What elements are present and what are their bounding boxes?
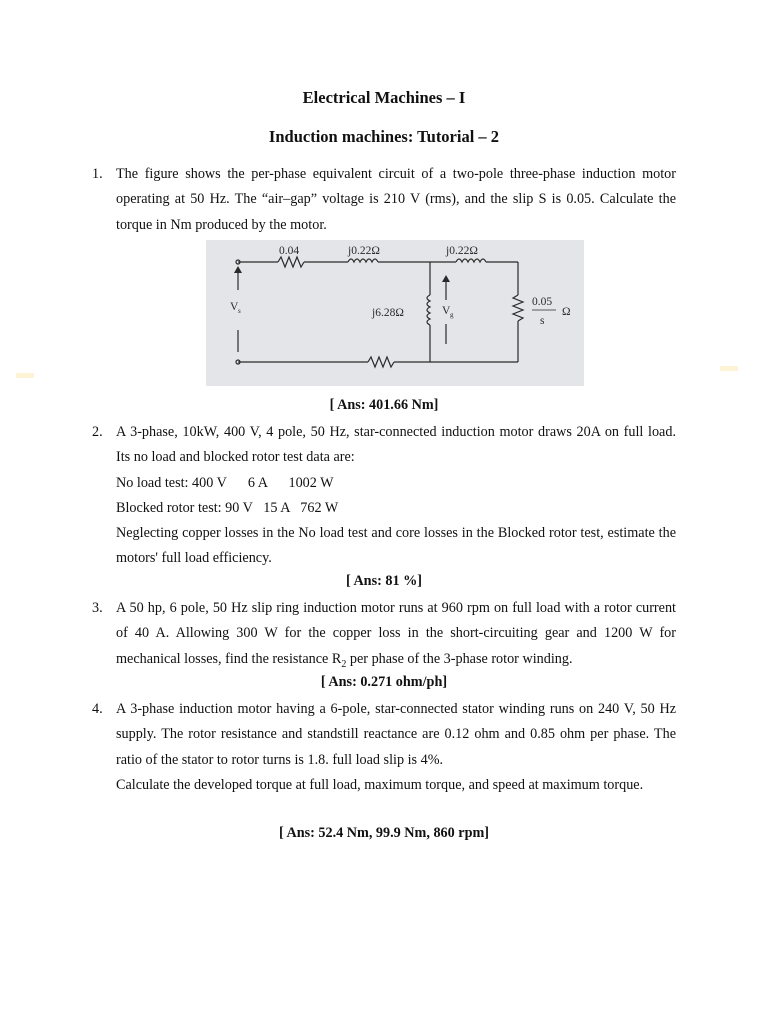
circuit-diagram — [206, 240, 584, 386]
document-title: Electrical Machines – I — [302, 88, 466, 107]
question-number: 3. — [92, 600, 103, 616]
answer-1: [ Ans: 401.66 Nm] — [329, 397, 439, 413]
question-text-continued: Calculate the developed torque at full load, maximum torque, and speed at maximum torque. — [116, 776, 644, 793]
label-vs: V — [230, 301, 239, 313]
question-number: 2. — [92, 424, 103, 440]
equivalent-circuit-figure — [206, 240, 584, 386]
label-vg-sub: g — [450, 311, 454, 319]
scan-mark-left — [16, 373, 34, 378]
question-text-wrapper — [116, 596, 676, 677]
label-x1: j0.22Ω — [348, 245, 380, 257]
label-xm: j6.28Ω — [372, 307, 404, 319]
question-3 — [92, 596, 676, 677]
label-r2-denominator: s — [540, 315, 545, 327]
question-number: 4. — [92, 701, 103, 717]
question-2 — [92, 420, 676, 572]
question-text-continued: Neglecting copper losses in the No load test and core losses in the Blocked rotor test, estimate the motors' full load efficiency. — [116, 525, 676, 567]
label-r2-unit: Ω — [562, 306, 571, 318]
blocked-rotor-test-data: Blocked rotor test: 90 V 15 A 762 W — [116, 499, 339, 516]
subscript: 2 — [341, 658, 347, 670]
label-r1: 0.04 — [279, 245, 300, 257]
document-subtitle: Induction machines: Tutorial – 2 — [268, 127, 500, 146]
question-text: A 50 hp, 6 pole, 50 Hz slip ring induction motor runs at 960 rpm on full load with a rotor current of 40 A. Allowing 300 W for the copper loss in the short-circuiting gear and 1200 W for mechanical losses, find the resistance R — [116, 600, 676, 667]
question-text: A 3-phase, 10kW, 400 V, 4 pole, 50 Hz, star-connected induction motor draws 20A on full load. Its no load and blocked rotor test data are: — [116, 424, 676, 466]
label-vs-sub: s — [238, 307, 241, 315]
question-text: The figure shows the per-phase equivalent circuit of a two-pole three-phase induction motor operating at 50 Hz. The “air–gap” voltage is 210 V (rms), and the slip S is 0.05. Calculate the torque in Nm produced by the motor. — [116, 166, 676, 233]
question-1 — [92, 162, 676, 238]
label-vg: V — [442, 305, 451, 317]
question-number: 1. — [92, 166, 103, 182]
answer-2: [ Ans: 81 %] — [345, 573, 423, 589]
answer-3: [ Ans: 0.271 ohm/ph] — [320, 674, 448, 690]
label-r2-numerator: 0.05 — [532, 296, 553, 308]
label-x2: j0.22Ω — [446, 245, 478, 257]
no-load-test-data: No load test: 400 V 6 A 1002 W — [116, 474, 334, 491]
question-text: A 3-phase induction motor having a 6-pole, star-connected stator winding runs on 240 V, 50 Hz supply. The rotor resistance and standstill reactance are 0.12 ohm and 0.85 ohm per phase. The ratio of the stator to rotor turns is 1.8. full load slip is 4%. — [116, 701, 676, 768]
question-4 — [92, 697, 676, 798]
question-text-end: per phase of the 3-phase rotor winding. — [346, 650, 573, 667]
scan-mark-right — [720, 366, 738, 371]
answer-4: [ Ans: 52.4 Nm, 99.9 Nm, 860 rpm] — [278, 825, 490, 841]
